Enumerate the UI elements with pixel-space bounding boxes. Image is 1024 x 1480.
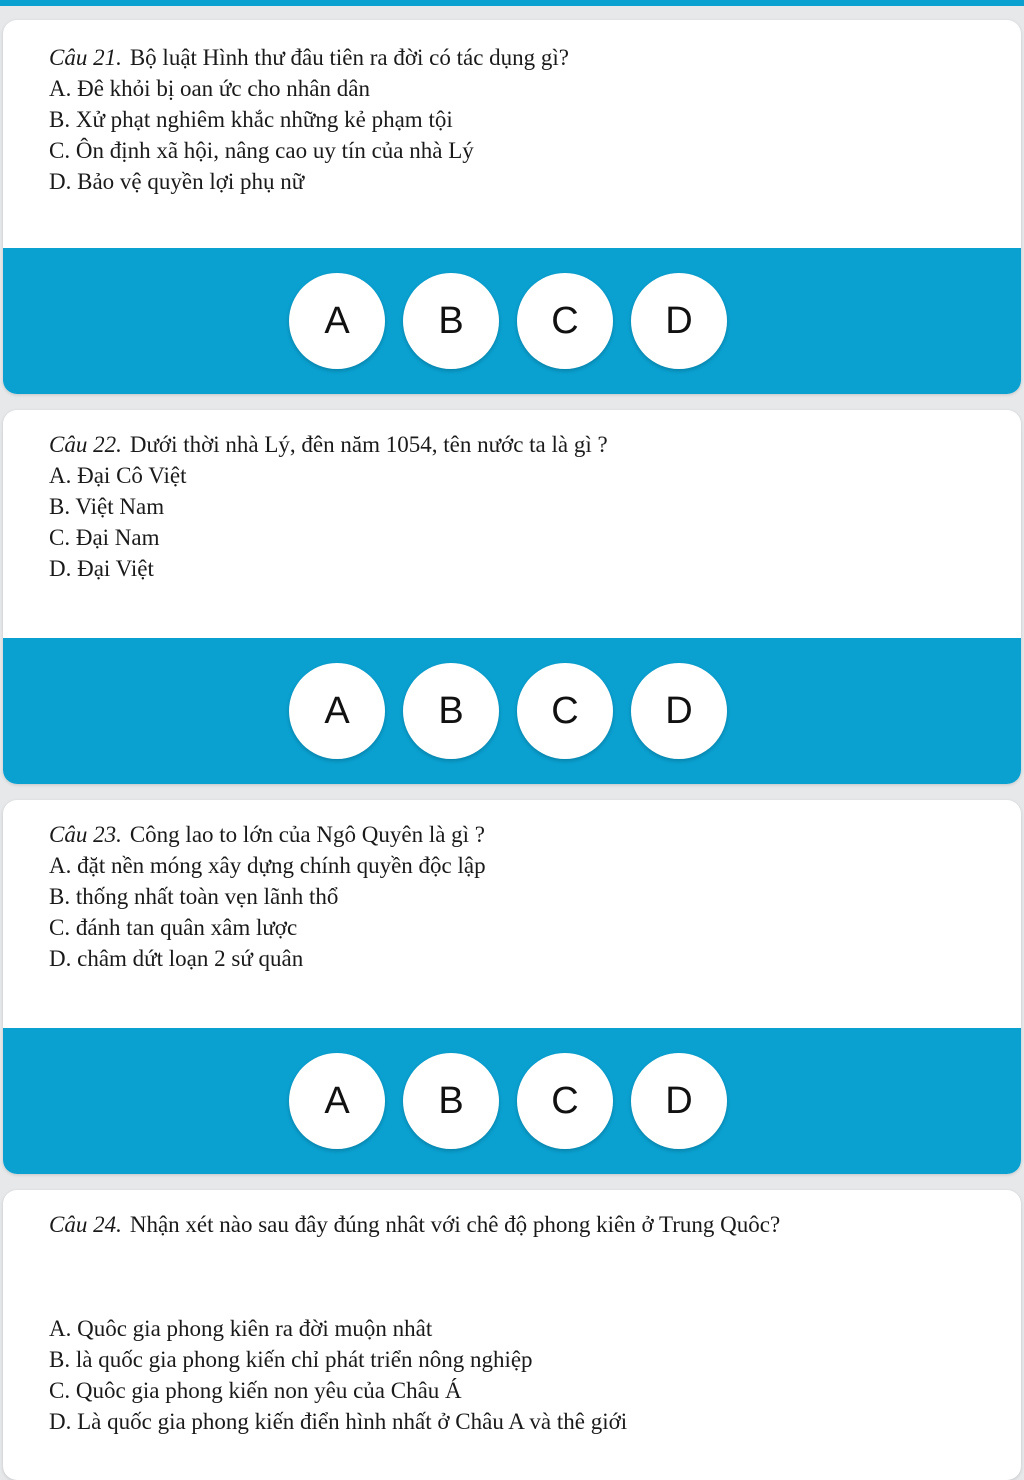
question-card-24	[3, 1190, 1021, 1480]
answer-b-button[interactable]: B	[403, 273, 499, 369]
answer-c-button[interactable]: C	[517, 1053, 613, 1149]
question-number: Câu 22.	[49, 432, 122, 457]
answer-b-button[interactable]: B	[403, 1053, 499, 1149]
option-b: B. là quốc gia phong kiến chỉ phát triển nông nghiệp	[49, 1347, 533, 1372]
answer-a-button[interactable]: A	[289, 1053, 385, 1149]
question-card-21	[3, 20, 1021, 394]
option-d: D. Đại Việt	[49, 556, 154, 581]
option-a: A. Quôc gia phong kiên ra đời muộn nhât	[49, 1316, 433, 1341]
question-number: Câu 24.	[49, 1212, 122, 1237]
answer-a-button[interactable]: A	[289, 273, 385, 369]
question-title	[49, 820, 1021, 850]
answer-d-button[interactable]: D	[631, 663, 727, 759]
option-d: D. Là quốc gia phong kiến điển hình nhất ở Châu A và thê giới	[49, 1409, 628, 1434]
option-b: B. thống nhất toàn vẹn lãnh thổ	[49, 884, 339, 909]
answer-bar	[3, 248, 1021, 394]
option-d: D. Bảo vệ quyền lợi phụ nữ	[49, 169, 305, 194]
answer-bar	[3, 638, 1021, 784]
question-text: Nhận xét nào sau đây đúng nhât với chê độ phong kiên ở Trung Quôc?	[129, 1212, 781, 1237]
option-b: B. Xử phạt nghiêm khắc những kẻ phạm tội	[49, 107, 453, 132]
question-card-23	[3, 800, 1021, 1174]
question-text: Công lao to lớn của Ngô Quyên là gì ?	[129, 822, 486, 847]
option-c: C. Ôn định xã hội, nâng cao uy tín của nhà Lý	[49, 138, 474, 163]
option-a: A. Đại Cô Việt	[49, 463, 187, 488]
answer-d-button[interactable]: D	[631, 273, 727, 369]
option-c: C. Quôc gia phong kiến non yêu của Châu Á	[49, 1378, 462, 1403]
question-number: Câu 23.	[49, 822, 122, 847]
option-d: D. châm dứt loạn 2 sứ quân	[49, 946, 304, 971]
question-card-22	[3, 410, 1021, 784]
answer-c-button[interactable]: C	[517, 663, 613, 759]
question-text: Dưới thời nhà Lý, đên năm 1054, tên nước ta là gì ?	[129, 432, 608, 457]
option-c: C. Đại Nam	[49, 525, 160, 550]
question-title	[49, 1210, 1021, 1240]
answer-bar	[3, 1028, 1021, 1174]
option-a: A. đặt nền móng xây dựng chính quyền độc lập	[49, 853, 486, 878]
question-title	[49, 43, 1021, 73]
answer-a-button[interactable]: A	[289, 663, 385, 759]
top-accent-strip	[0, 0, 1024, 6]
answer-b-button[interactable]: B	[403, 663, 499, 759]
question-number: Câu 21.	[49, 45, 122, 70]
question-title	[49, 430, 1021, 460]
option-b: B. Việt Nam	[49, 494, 165, 519]
option-c: C. đánh tan quân xâm lược	[49, 915, 298, 940]
answer-d-button[interactable]: D	[631, 1053, 727, 1149]
answer-c-button[interactable]: C	[517, 273, 613, 369]
option-a: A. Đê khỏi bị oan ức cho nhân dân	[49, 76, 370, 101]
question-text: Bộ luật Hình thư đâu tiên ra đời có tác dụng gì?	[129, 45, 570, 70]
